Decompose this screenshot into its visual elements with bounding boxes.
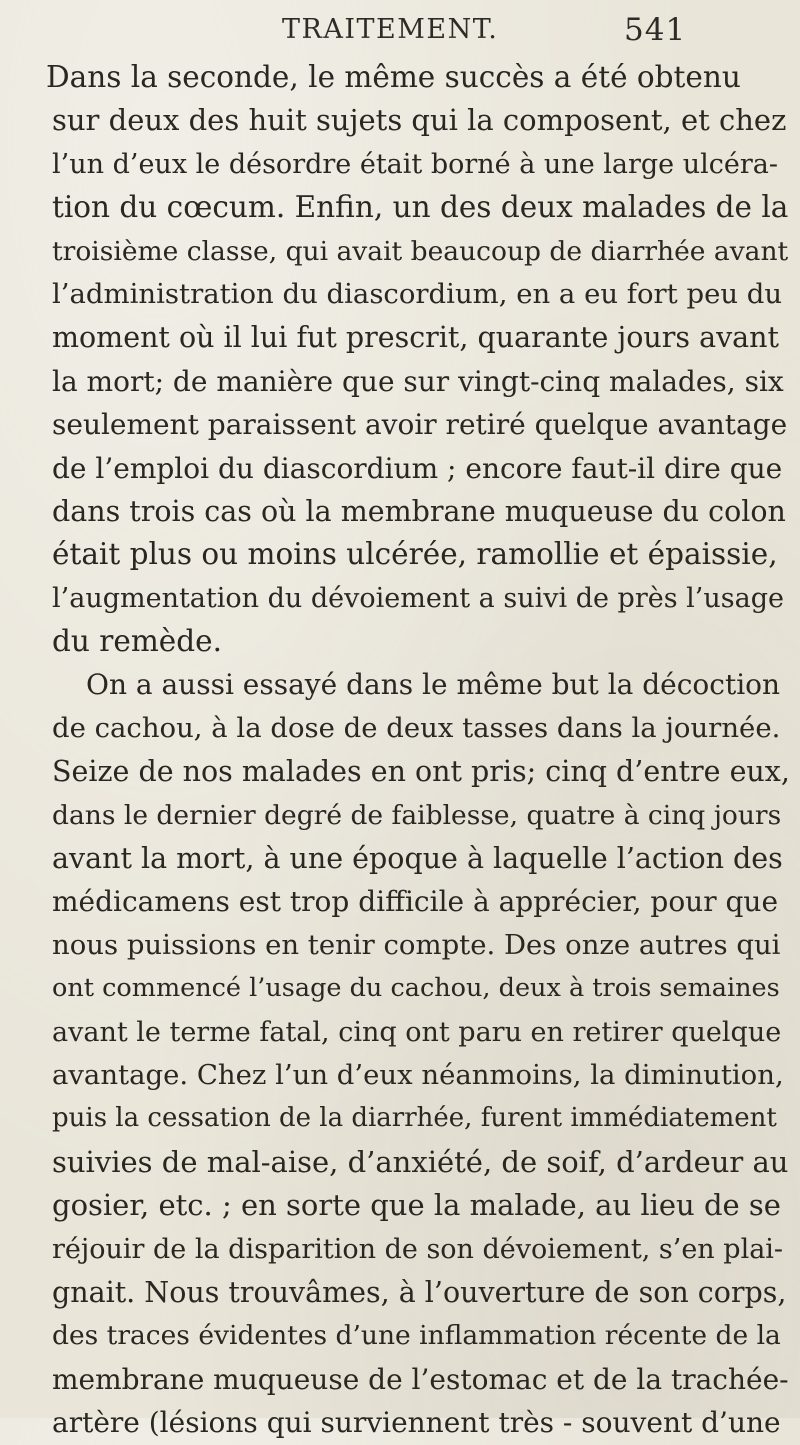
text-line: la mort; de manière que sur vingt-cinq malades, six bbox=[52, 364, 784, 398]
text-line: l’un d’eux le désordre était borné à une large ulcéra- bbox=[52, 148, 778, 180]
text-line: réjouir de la disparition de son dévoiement, s’en plai- bbox=[52, 1233, 784, 1265]
text-line: suivies de mal-aise, d’anxiété, de soif, d’ardeur au bbox=[52, 1144, 789, 1179]
text-line: membrane muqueuse de l’estomac et de la trachée- bbox=[52, 1362, 789, 1396]
text-line: puis la cessation de la diarrhée, furent immédiatement bbox=[52, 1103, 777, 1134]
text-line: sur deux des huit sujets qui la composent, et chez bbox=[52, 103, 787, 138]
text-line: troisième classe, qui avait beaucoup de diarrhée avant bbox=[52, 235, 789, 267]
text-line: ont commencé l’usage du cachou, deux à trois semaines bbox=[52, 973, 780, 1004]
text-line: nous puissions en tenir compte. Des onze autres qui bbox=[52, 928, 781, 961]
text-line: avantage. Chez l’un d’eux néanmoins, la diminution, bbox=[52, 1058, 784, 1091]
page-number: 541 bbox=[624, 12, 687, 48]
text-line: dans le dernier degré de faiblesse, quatre à cinq jours bbox=[52, 799, 782, 831]
running-header bbox=[0, 12, 800, 52]
body-text bbox=[30, 56, 790, 1445]
text-line: médicamens est trop difficile à apprécier, pour que bbox=[52, 885, 779, 919]
text-line: artère (lésions qui surviennent très - souvent d’une bbox=[52, 1406, 781, 1440]
text-line: Seize de nos malades en ont pris; cinq d’entre eux, bbox=[52, 755, 790, 789]
text-line: tion du cœcum. Enfin, un des deux malades de la bbox=[52, 190, 789, 225]
text-line: moment où il lui fut prescrit, quarante jours avant bbox=[52, 321, 779, 355]
text-line: On a aussi essayé dans le même but la décoction bbox=[86, 668, 781, 702]
text-line: gnait. Nous trouvâmes, à l’ouverture de son corps, bbox=[52, 1275, 787, 1309]
text-line: Dans la seconde, le même succès a été obtenu bbox=[46, 60, 741, 94]
running-title: TRAITEMENT. bbox=[282, 14, 499, 45]
text-line: avant le terme fatal, cinq ont paru en retirer quelque bbox=[52, 1016, 782, 1048]
text-line: seulement paraissent avoir retiré quelque avantage bbox=[52, 408, 788, 442]
text-line: avant la mort, à une époque à laquelle l’action des bbox=[52, 842, 783, 876]
text-line: l’administration du diascordium, en a eu fort peu du bbox=[52, 277, 783, 310]
text-line: de cachou, à la dose de deux tasses dans la journée. bbox=[52, 711, 781, 744]
text-line: gosier, etc. ; en sorte que la malade, au lieu de se bbox=[52, 1188, 781, 1223]
text-line: dans trois cas où la membrane muqueuse du colon bbox=[52, 494, 786, 528]
text-line: l’augmentation du dévoiement a suivi de près l’usage bbox=[52, 582, 784, 614]
text-line: était plus ou moins ulcérée, ramollie et épaissie, bbox=[52, 537, 778, 572]
text-line: des traces évidentes d’une inflammation récente de la bbox=[52, 1320, 781, 1352]
text-line: du remède. bbox=[52, 624, 222, 659]
text-line: de l’emploi du diascordium ; encore faut-il dire que bbox=[52, 451, 783, 485]
